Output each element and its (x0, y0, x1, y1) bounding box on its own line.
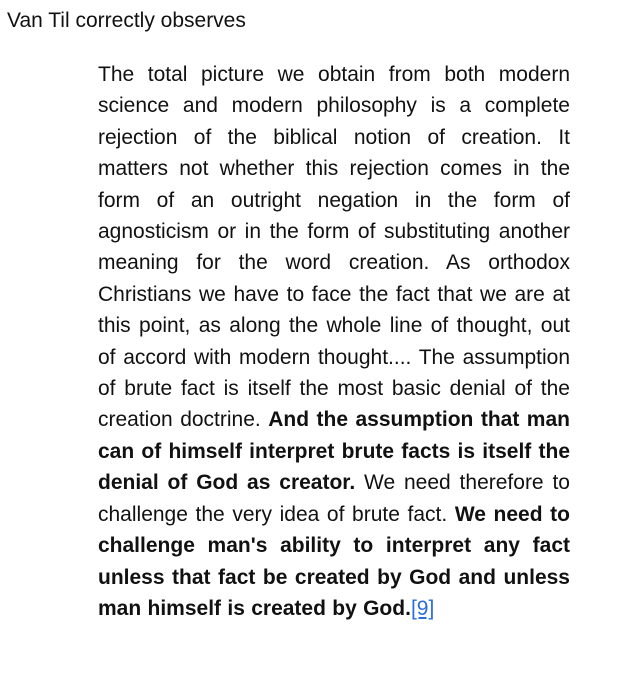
quote-text-part-1: The total picture we obtain from both modern science and modern philosophy is a complete rejection of the biblical notion of creation. It matters not whether this rejection comes in the form of an outright negation in the form of agnosticism or in the form of substituting another meaning for the word creation. As orthodox Christians we have to face the fact that we are at this point, as along the whole line of thought, out of accord with modern thought.... The assumption of brute fact is itself the most basic denial of the creation doctrine. (98, 63, 570, 432)
footnote-link[interactable]: [9] (410, 596, 435, 620)
quote-emphasis-2-text: We need to challenge man's ability to interpret any fact unless that fact be created by God and unless man himself is created by God. (98, 502, 570, 620)
quote-text-part-2: We need therefore to challenge the very idea of brute fact. (98, 471, 570, 526)
block-quote (98, 59, 570, 624)
quote-emphasis-1: And the assumption that man can of himself interpret brute facts is itself the denial of God as creator. (98, 408, 570, 495)
intro-text: Van Til correctly observes (7, 9, 246, 32)
